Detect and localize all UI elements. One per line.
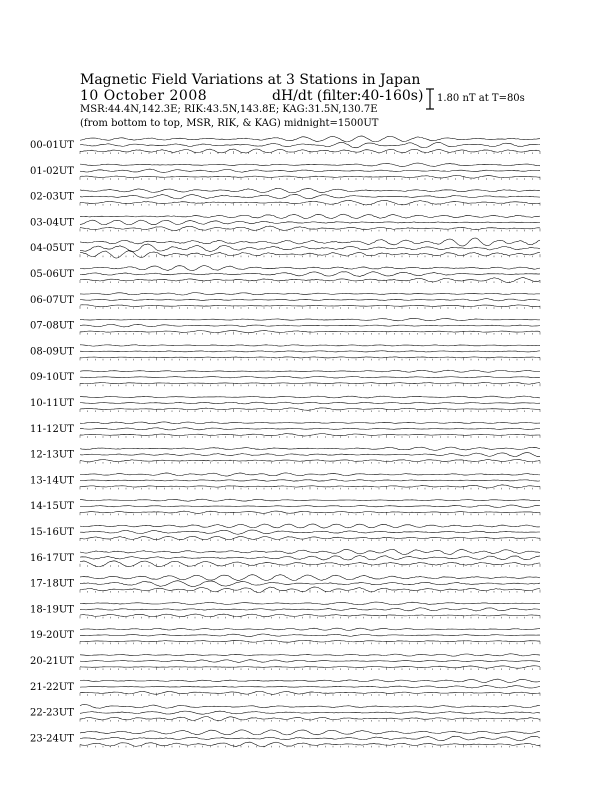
hour-label: 18-19UT: [30, 604, 74, 616]
trace-msr: [80, 293, 540, 295]
trace-rik: [80, 581, 540, 587]
trace-rik: [80, 453, 540, 457]
minute-ticks: [80, 486, 540, 489]
hour-row-06-07UT: [30, 293, 540, 309]
hour-label: 12-13UT: [30, 449, 74, 461]
hour-row-01-02UT: [30, 163, 540, 180]
minute-ticks: [80, 357, 540, 360]
trace-msr: [80, 628, 540, 630]
trace-msr: [80, 705, 540, 709]
chart-title: Magnetic Field Variations at 3 Stations in Japan: [80, 72, 421, 88]
minute-ticks: [80, 409, 540, 412]
hour-row-04-05UT: [30, 238, 540, 258]
trace-msr: [80, 396, 540, 398]
trace-rik: [80, 428, 540, 430]
trace-msr: [80, 549, 540, 554]
hour-label: 19-20UT: [30, 630, 74, 642]
trace-rik: [80, 220, 540, 225]
trace-rik: [80, 299, 540, 301]
trace-rik: [80, 660, 540, 663]
station-order-note: (from bottom to top, MSR, RIK, & KAG) midnight=1500UT: [80, 118, 379, 129]
hour-label: 09-10UT: [30, 372, 74, 384]
hour-label: 11-12UT: [30, 423, 74, 435]
hour-label: 10-11UT: [30, 398, 74, 409]
trace-msr: [80, 345, 540, 346]
trace-rik: [80, 530, 540, 534]
hour-row-23-24UT: [30, 730, 540, 748]
hour-row-02-03UT: [30, 188, 540, 205]
hour-row-17-18UT: [30, 575, 540, 593]
chart-date: 10 October 2008: [80, 88, 208, 104]
hour-row-09-10UT: [30, 370, 540, 386]
trace-kag: [80, 717, 540, 721]
hour-label: 07-08UT: [30, 320, 74, 332]
hour-row-03-04UT: [30, 214, 540, 231]
hour-label: 05-06UT: [30, 269, 74, 280]
trace-rik: [80, 634, 540, 636]
trace-rik: [80, 351, 540, 352]
hour-row-10-11UT: [30, 396, 540, 412]
minute-ticks: [80, 667, 540, 670]
trace-rik: [80, 736, 540, 740]
hour-label: 02-03UT: [30, 191, 74, 203]
trace-msr: [80, 679, 540, 682]
trace-msr: [80, 447, 540, 450]
chart-filter: dH/dt (filter:40-160s): [272, 88, 424, 104]
hour-label: 00-01UT: [30, 140, 74, 151]
trace-msr: [80, 163, 540, 166]
hour-row-22-23UT: [30, 705, 540, 722]
hour-label: 14-15UT: [30, 501, 74, 513]
hour-row-07-08UT: [30, 318, 540, 334]
trace-rik: [80, 272, 540, 277]
hour-label: 04-05UT: [30, 243, 74, 255]
trace-msr: [80, 575, 540, 581]
hour-row-21-22UT: [30, 679, 540, 696]
minute-ticks: [80, 280, 540, 283]
minute-ticks: [80, 693, 540, 696]
hour-label: 03-04UT: [30, 217, 74, 229]
trace-rik: [80, 608, 540, 611]
trace-rik: [80, 244, 540, 252]
scale-label: 1.80 nT at T=80s: [437, 93, 525, 104]
trace-msr: [80, 238, 540, 246]
trace-msr: [80, 188, 540, 192]
hour-label: 17-18UT: [30, 578, 74, 590]
trace-rik: [80, 686, 540, 688]
hour-row-13-14UT: [30, 473, 540, 490]
trace-msr: [80, 370, 540, 372]
hour-label: 20-21UT: [30, 656, 74, 667]
trace-msr: [80, 730, 540, 735]
trace-rik: [80, 194, 540, 199]
trace-msr: [80, 214, 540, 218]
hour-row-18-19UT: [30, 602, 540, 618]
trace-rik: [80, 480, 540, 482]
hour-row-08-09UT: [30, 345, 540, 361]
hour-row-11-12UT: [30, 422, 540, 438]
hour-row-05-06UT: [30, 266, 540, 284]
hour-label: 23-24UT: [30, 733, 74, 745]
trace-rik: [80, 169, 540, 172]
hour-row-16-17UT: [30, 549, 540, 567]
trace-msr: [80, 473, 540, 476]
trace-msr: [80, 602, 540, 605]
hour-label: 08-09UT: [30, 346, 74, 358]
trace-msr: [80, 136, 540, 142]
minute-ticks: [80, 590, 540, 593]
hour-row-12-13UT: [30, 447, 540, 464]
trace-rik: [80, 376, 540, 378]
hour-label: 15-16UT: [30, 527, 74, 538]
hour-row-19-20UT: [30, 628, 540, 644]
trace-msr: [80, 422, 540, 424]
hour-rows: [30, 136, 540, 747]
minute-ticks: [80, 177, 540, 180]
trace-rik: [80, 711, 540, 714]
hour-label: 06-07UT: [30, 294, 74, 306]
trace-rik: [80, 505, 540, 507]
trace-msr: [80, 266, 540, 271]
hour-row-20-21UT: [30, 654, 540, 670]
hour-label: 01-02UT: [30, 165, 74, 177]
trace-msr: [80, 654, 540, 656]
minute-ticks: [80, 615, 540, 618]
trace-msr: [80, 318, 540, 320]
hour-label: 13-14UT: [30, 475, 74, 487]
trace-msr: [80, 499, 540, 501]
hour-row-15-16UT: [30, 524, 540, 541]
trace-msr: [80, 524, 540, 528]
minute-ticks: [80, 254, 540, 257]
trace-rik: [80, 556, 540, 560]
hour-label: 21-22UT: [30, 681, 74, 693]
trace-rik: [80, 324, 540, 327]
hour-label: 16-17UT: [30, 552, 74, 564]
station-coordinates: MSR:44.4N,142.3E; RIK:43.5N,143.8E; KAG:31.5N,130.7E: [80, 104, 378, 115]
hour-label: 22-23UT: [30, 707, 74, 719]
trace-rik: [80, 142, 540, 147]
hour-row-00-01UT: [30, 136, 540, 154]
hour-row-14-15UT: [30, 499, 540, 515]
trace-rik: [80, 402, 540, 404]
